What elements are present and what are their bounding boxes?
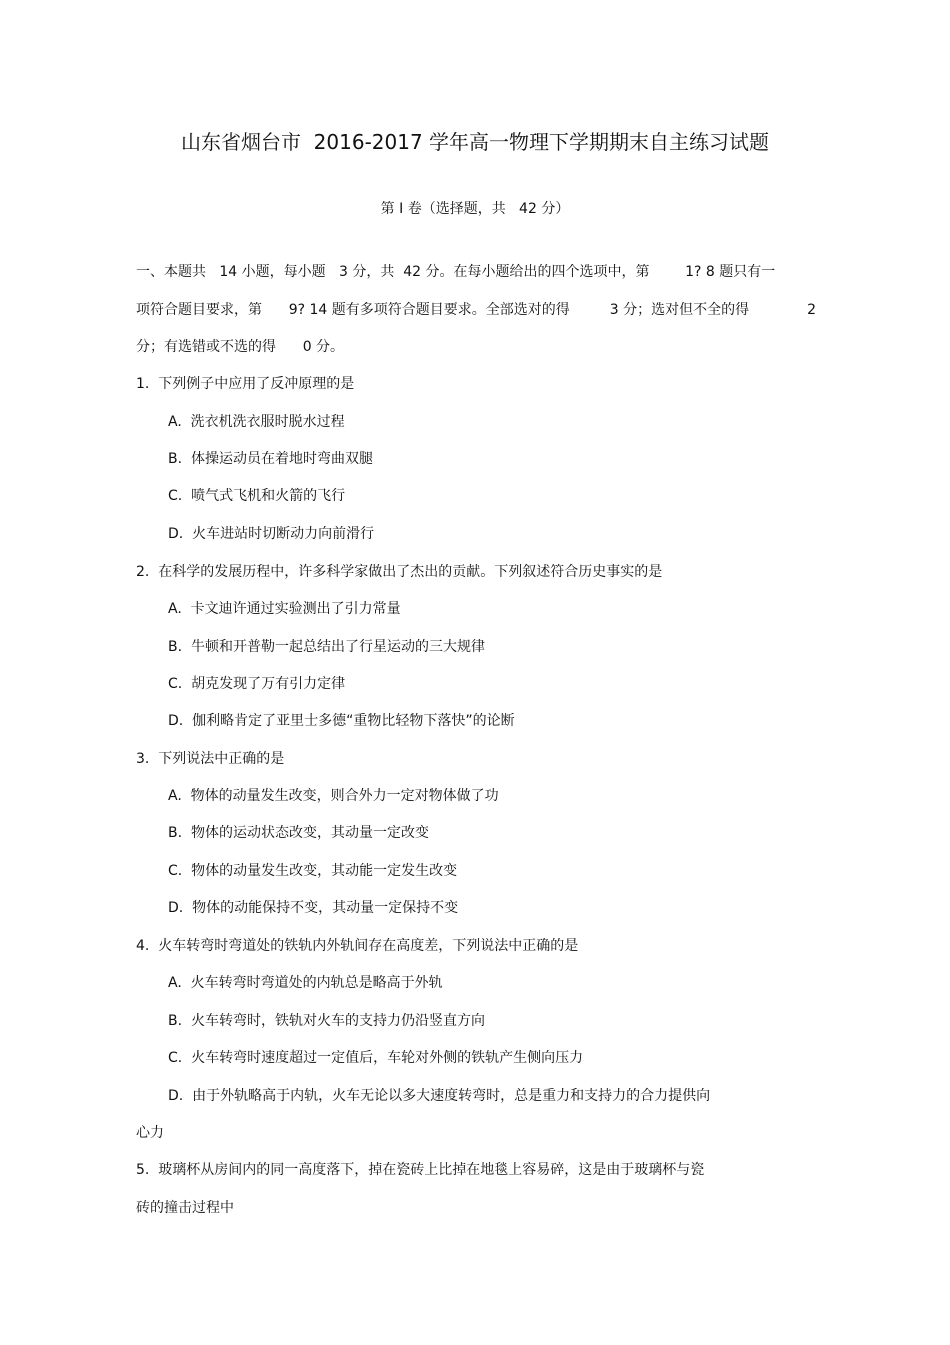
instructions-line-1: 一、本题共 14 小题，每小题 3 分，共 42 分。在每小题给出的四个选项中，第 1? 8 题只有一 xyxy=(136,264,776,280)
instructions-line-3: 分；有选错或不选的得 0 分。 xyxy=(136,339,345,355)
question-3-option-a: A. 物体的动量发生改变，则合外力一定对物体做了功 xyxy=(168,788,499,804)
section-subtitle: 第 I 卷（选择题，共 42 分） xyxy=(380,201,570,217)
question-4-option-d: D. 由于外轨略高于内轨，火车无论以多大速度转弯时，总是重力和支持力的合力提供向 xyxy=(168,1088,711,1104)
question-2-option-c: C. 胡克发现了万有引力定律 xyxy=(168,676,346,692)
question-2-option-b: B. 牛顿和开普勒一起总结出了行星运动的三大规律 xyxy=(168,639,485,655)
instructions-line-2 xyxy=(136,300,816,320)
question-1-option-d: D. 火车进站时切断动力向前滑行 xyxy=(168,526,375,542)
question-2-option-a: A. 卡文迪许通过实验测出了引力常量 xyxy=(168,601,401,617)
question-4-option-c: C. 火车转弯时速度超过一定值后，车轮对外侧的铁轨产生侧向压力 xyxy=(168,1050,584,1066)
question-1-stem: 1. 下列例子中应用了反冲原理的是 xyxy=(136,376,355,392)
instructions-line-2-end: 2 xyxy=(807,302,816,318)
instructions-line-2-text: 项符合题目要求，第 9? 14 题有多项符合题目要求。全部选对的得 3 分；选对但不全的得 xyxy=(136,302,750,318)
question-2-option-d: D. 伽利略肯定了亚里士多德“重物比轻物下落快”的论断 xyxy=(168,713,515,729)
question-2-stem: 2. 在科学的发展历程中，许多科学家做出了杰出的贡献。下列叙述符合历史事实的是 xyxy=(136,564,663,580)
page-title: 山东省烟台市 2016-2017 学年高一物理下学期期末自主练习试题 xyxy=(180,130,770,154)
question-4-stem: 4. 火车转弯时弯道处的铁轨内外轨间存在高度差，下列说法中正确的是 xyxy=(136,938,579,954)
question-3-option-b: B. 物体的运动状态改变，其动量一定改变 xyxy=(168,825,429,841)
question-1-option-c: C. 喷气式飞机和火箭的飞行 xyxy=(168,488,346,504)
question-1-option-a: A. 洗衣机洗衣服时脱水过程 xyxy=(168,414,345,430)
question-3-stem: 3. 下列说法中正确的是 xyxy=(136,751,285,767)
question-5-stem-continuation: 砖的撞击过程中 xyxy=(136,1200,234,1216)
question-1-option-b: B. 体操运动员在着地时弯曲双腿 xyxy=(168,451,373,467)
question-4-option-b: B. 火车转弯时，铁轨对火车的支持力仍沿竖直方向 xyxy=(168,1013,485,1029)
question-3-option-c: C. 物体的动量发生改变，其动能一定发生改变 xyxy=(168,863,458,879)
question-4-option-d-continuation: 心力 xyxy=(136,1125,164,1141)
question-4-option-a: A. 火车转弯时弯道处的内轨总是略高于外轨 xyxy=(168,975,443,991)
question-3-option-d: D. 物体的动能保持不变，其动量一定保持不变 xyxy=(168,900,459,916)
question-5-stem: 5. 玻璃杯从房间内的同一高度落下，掉在瓷砖上比掉在地毯上容易碎，这是由于玻璃杯与瓷 xyxy=(136,1162,705,1178)
